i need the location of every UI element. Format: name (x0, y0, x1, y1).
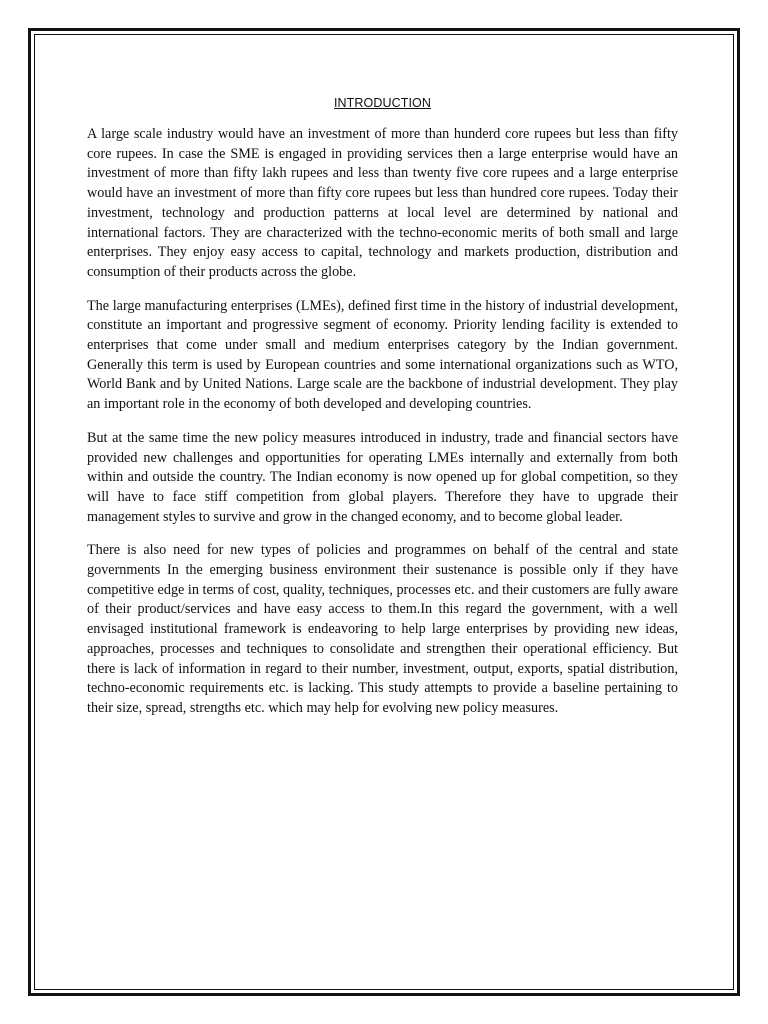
paragraph-2: The large manufacturing enterprises (LMEs), defined first time in the history of industrial development, constitute an important and progressive segment of economy. Priority lending facility is extended to enterprises that come under small and medium enterprises category by the Indian government. Generally this term is used by European countries and some international organizations such as WTO, World Bank and by United Nations. Large scale are the backbone of industrial development. They play an important role in the economy of both developed and developing countries. (87, 297, 678, 413)
paragraph-4: There is also need for new types of policies and programmes on behalf of the central and state governments In the emerging business environment their sustenance is possible only if they have competitive edge in terms of cost, quality, techniques, processes etc. and their customers are fully aware of their product/services and have easy access to them.In this regard the government, with a well envisaged institutional framework is endeavoring to help large enterprises by providing new ideas, approaches, processes and techniques to consolidate and strengthen their operational efficiency. But there is lack of information in regard to their number, investment, output, exports, spatial distribution, techno-economic requirements etc. is lacking. This study attempts to provide a baseline pertaining to their size, spread, strengths etc. which may help for evolving new policy measures. (87, 542, 678, 716)
paragraph-3: But at the same time the new policy measures introduced in industry, trade and financial sectors have provided new challenges and opportunities for operating LMEs internally and externally from both within and outside the country. The Indian economy is now opened up for global competition, so they will have to face stiff competition from global players. Therefore they have to upgrade their management styles to survive and grow in the changed economy, and to become global leader. (87, 429, 678, 525)
section-title: INTRODUCTION (333, 96, 432, 110)
document-body (87, 94, 678, 733)
paragraph-1: A large scale industry would have an investment of more than hunderd core rupees but less than fifty core rupees. In case the SME is engaged in providing services then a large enterprise would have an investment of more than fifty lakh rupees and less than twenty five core rupees and a large enterprise would have an investment of more than fifty core rupees but less than hundred core rupees. Today their investment, technology and production patterns at local level are determined by national and international factors. They are characterized with the techno-economic merits of both small and large enterprises. They enjoy easy access to capital, technology and markets production, distribution and consumption of their products across the globe. (87, 126, 678, 280)
